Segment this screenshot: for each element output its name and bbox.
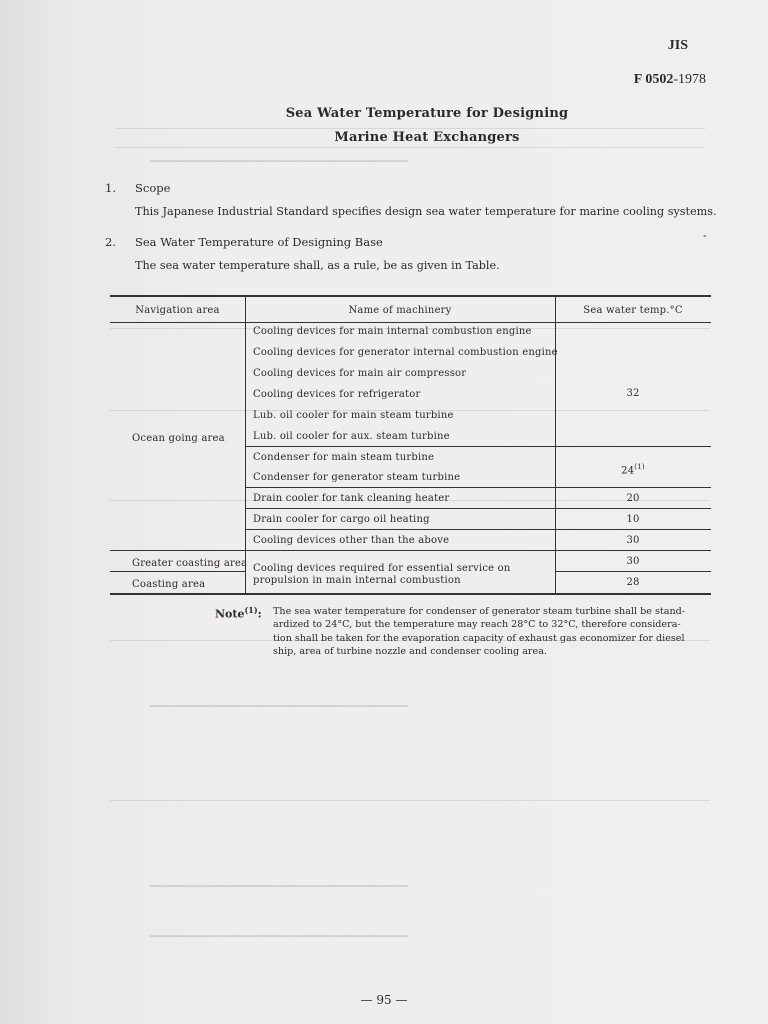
header-navigation-area: Navigation area	[135, 305, 220, 316]
table-col-rule	[555, 295, 556, 595]
table-rule	[110, 550, 711, 551]
table-header-rule	[110, 322, 711, 323]
note-line: tion shall be taken for the evaporation capacity of exhaust gas economizer for diesel	[273, 632, 685, 644]
table-col-rule	[245, 295, 246, 595]
machinery-item: Condenser for main steam turbine	[253, 452, 435, 463]
section-1-number: 1.	[105, 181, 116, 195]
section-2-body: The sea water temperature shall, as a rule, be as given in Table.	[135, 259, 500, 272]
note-body	[273, 605, 713, 659]
temp-value: 24	[621, 465, 635, 477]
note-line: ardized to 24°C, but the temperature may reach 28°C to 32°C, therefore considera-	[273, 619, 681, 631]
machinery-item: Lub. oil cooler for aux. steam turbine	[253, 431, 450, 442]
table-bottom-rule	[110, 593, 711, 595]
machinery-item: propulsion in main internal combustion	[253, 575, 461, 586]
sea-water-temperature-table	[110, 295, 711, 595]
document-page: ━━━━━━━━━━━━━━━━━━━━━━━━━━━━━━━━━━━━━━━ ━━━━━━━━━━━━━━━━━━━━━━━━━━━━━━━━━━━━━━━ ━━━━━━━━━━━━━━━━━━━━━━━━━━━━━━━━━━━━━━━ ━━━━━━━━━━━━━━━━━━━━━━━━━━━━━━━━━━━━━━━ JIS F 0502-1978 Sea Water Temperature for Designing Marine Heat Exchangers 1. Scope This Japanese Industrial Standard specifies design sea water temperature for marine cooling systems. 2. Sea Water Temperature of Designing Base - The sea water temperature shall, as a rule, be as given in Table. Navigation area Name of machinery Sea water temp.°C Ocean going area Greater coasting area Coasting area Cooling devices for main internal combustion engine Cooling devices for generator internal combustion engine Cooling devices for main air compressor Cooling devices for refrigerator Lub. oil cooler for main steam turbine Lub. oil cooler for aux. steam turbine Condenser for main steam turbine Condenser for generator steam turbine Drain cooler for tank cleaning heater Drain cooler for cargo oil heating Cooling devices other than the above Cooling devices required for essential service on propulsion in main internal combustion 32 24$^{(1)}$ 20 10 30 30 28 Note$^{(1)}$: The sea water temperature for condenser of generator steam turbine shall be stand- ardized to 24°C, but the temperature may reach 28°C to 32°C, therefore considera- tion shall be taken for the evaporation capacity of exhaust gas economizer for diesel ship, area of turbine nozzle and condenser cooling area. — 95 —	[0, 0, 768, 1024]
table-rule	[245, 529, 711, 530]
table-rule	[245, 446, 711, 447]
section-2-title: Sea Water Temperature of Designing Base	[135, 235, 383, 249]
machinery-item: Cooling devices for generator internal combustion engine	[253, 347, 558, 358]
footnote-ref: (1)	[634, 463, 645, 471]
machinery-item: Cooling devices required for essential service on	[253, 563, 511, 574]
table-top-rule	[110, 295, 711, 297]
note-ref: (1)	[244, 605, 258, 615]
temp-value: 20	[626, 493, 640, 504]
document-title-line1: Sea Water Temperature for Designing	[285, 106, 569, 121]
area-ocean-going: Ocean going area	[132, 433, 225, 444]
section-1-body: This Japanese Industrial Standard specifies design sea water temperature for marine cooling systems.	[135, 205, 717, 218]
header-temp-label: Sea water temp.	[583, 305, 670, 316]
machinery-item: Drain cooler for cargo oil heating	[253, 514, 430, 525]
section-1-title: Scope	[135, 181, 171, 195]
table-rule	[110, 571, 245, 572]
machinery-item: Drain cooler for tank cleaning heater	[253, 493, 450, 504]
note-label	[215, 605, 262, 621]
note-line: ship, area of turbine nozzle and condenser cooling area.	[273, 646, 547, 658]
table-rule	[245, 508, 711, 509]
margin-mark: -	[703, 229, 707, 242]
area-greater-coasting: Greater coasting area	[132, 558, 248, 569]
document-title-line2: Marine Heat Exchangers	[334, 130, 520, 145]
temp-value: 30	[626, 556, 640, 567]
table-rule	[555, 571, 711, 572]
header-machinery: Name of machinery	[348, 305, 452, 316]
temp-value: 28	[626, 577, 640, 588]
temp-value-with-note	[555, 463, 711, 476]
machinery-item: Condenser for generator steam turbine	[253, 472, 461, 483]
standard-number	[634, 72, 706, 88]
table-rule	[245, 487, 711, 488]
note-label-text: Note	[215, 607, 245, 621]
area-coasting: Coasting area	[132, 579, 206, 590]
note-colon: :	[257, 607, 262, 621]
machinery-item: Cooling devices for main air compressor	[253, 368, 467, 379]
section-2-number: 2.	[105, 235, 116, 249]
page-number: — 95 —	[360, 993, 408, 1007]
machinery-item: Cooling devices for refrigerator	[253, 389, 421, 400]
machinery-item: Lub. oil cooler for main steam turbine	[253, 410, 454, 421]
standard-code: JIS	[667, 38, 688, 53]
note-line: The sea water temperature for condenser of generator steam turbine shall be stand-	[273, 606, 686, 617]
standard-year: -1978	[673, 72, 706, 87]
header-temp	[555, 305, 711, 316]
temp-value: 10	[626, 514, 640, 525]
standard-number-code: F 0502	[633, 72, 674, 87]
machinery-item: Cooling devices for main internal combustion engine	[253, 326, 532, 337]
temp-value: 30	[626, 535, 640, 546]
temp-value: 32	[626, 388, 640, 399]
header-temp-unit: °C	[669, 305, 683, 316]
machinery-item: Cooling devices other than the above	[253, 535, 450, 546]
